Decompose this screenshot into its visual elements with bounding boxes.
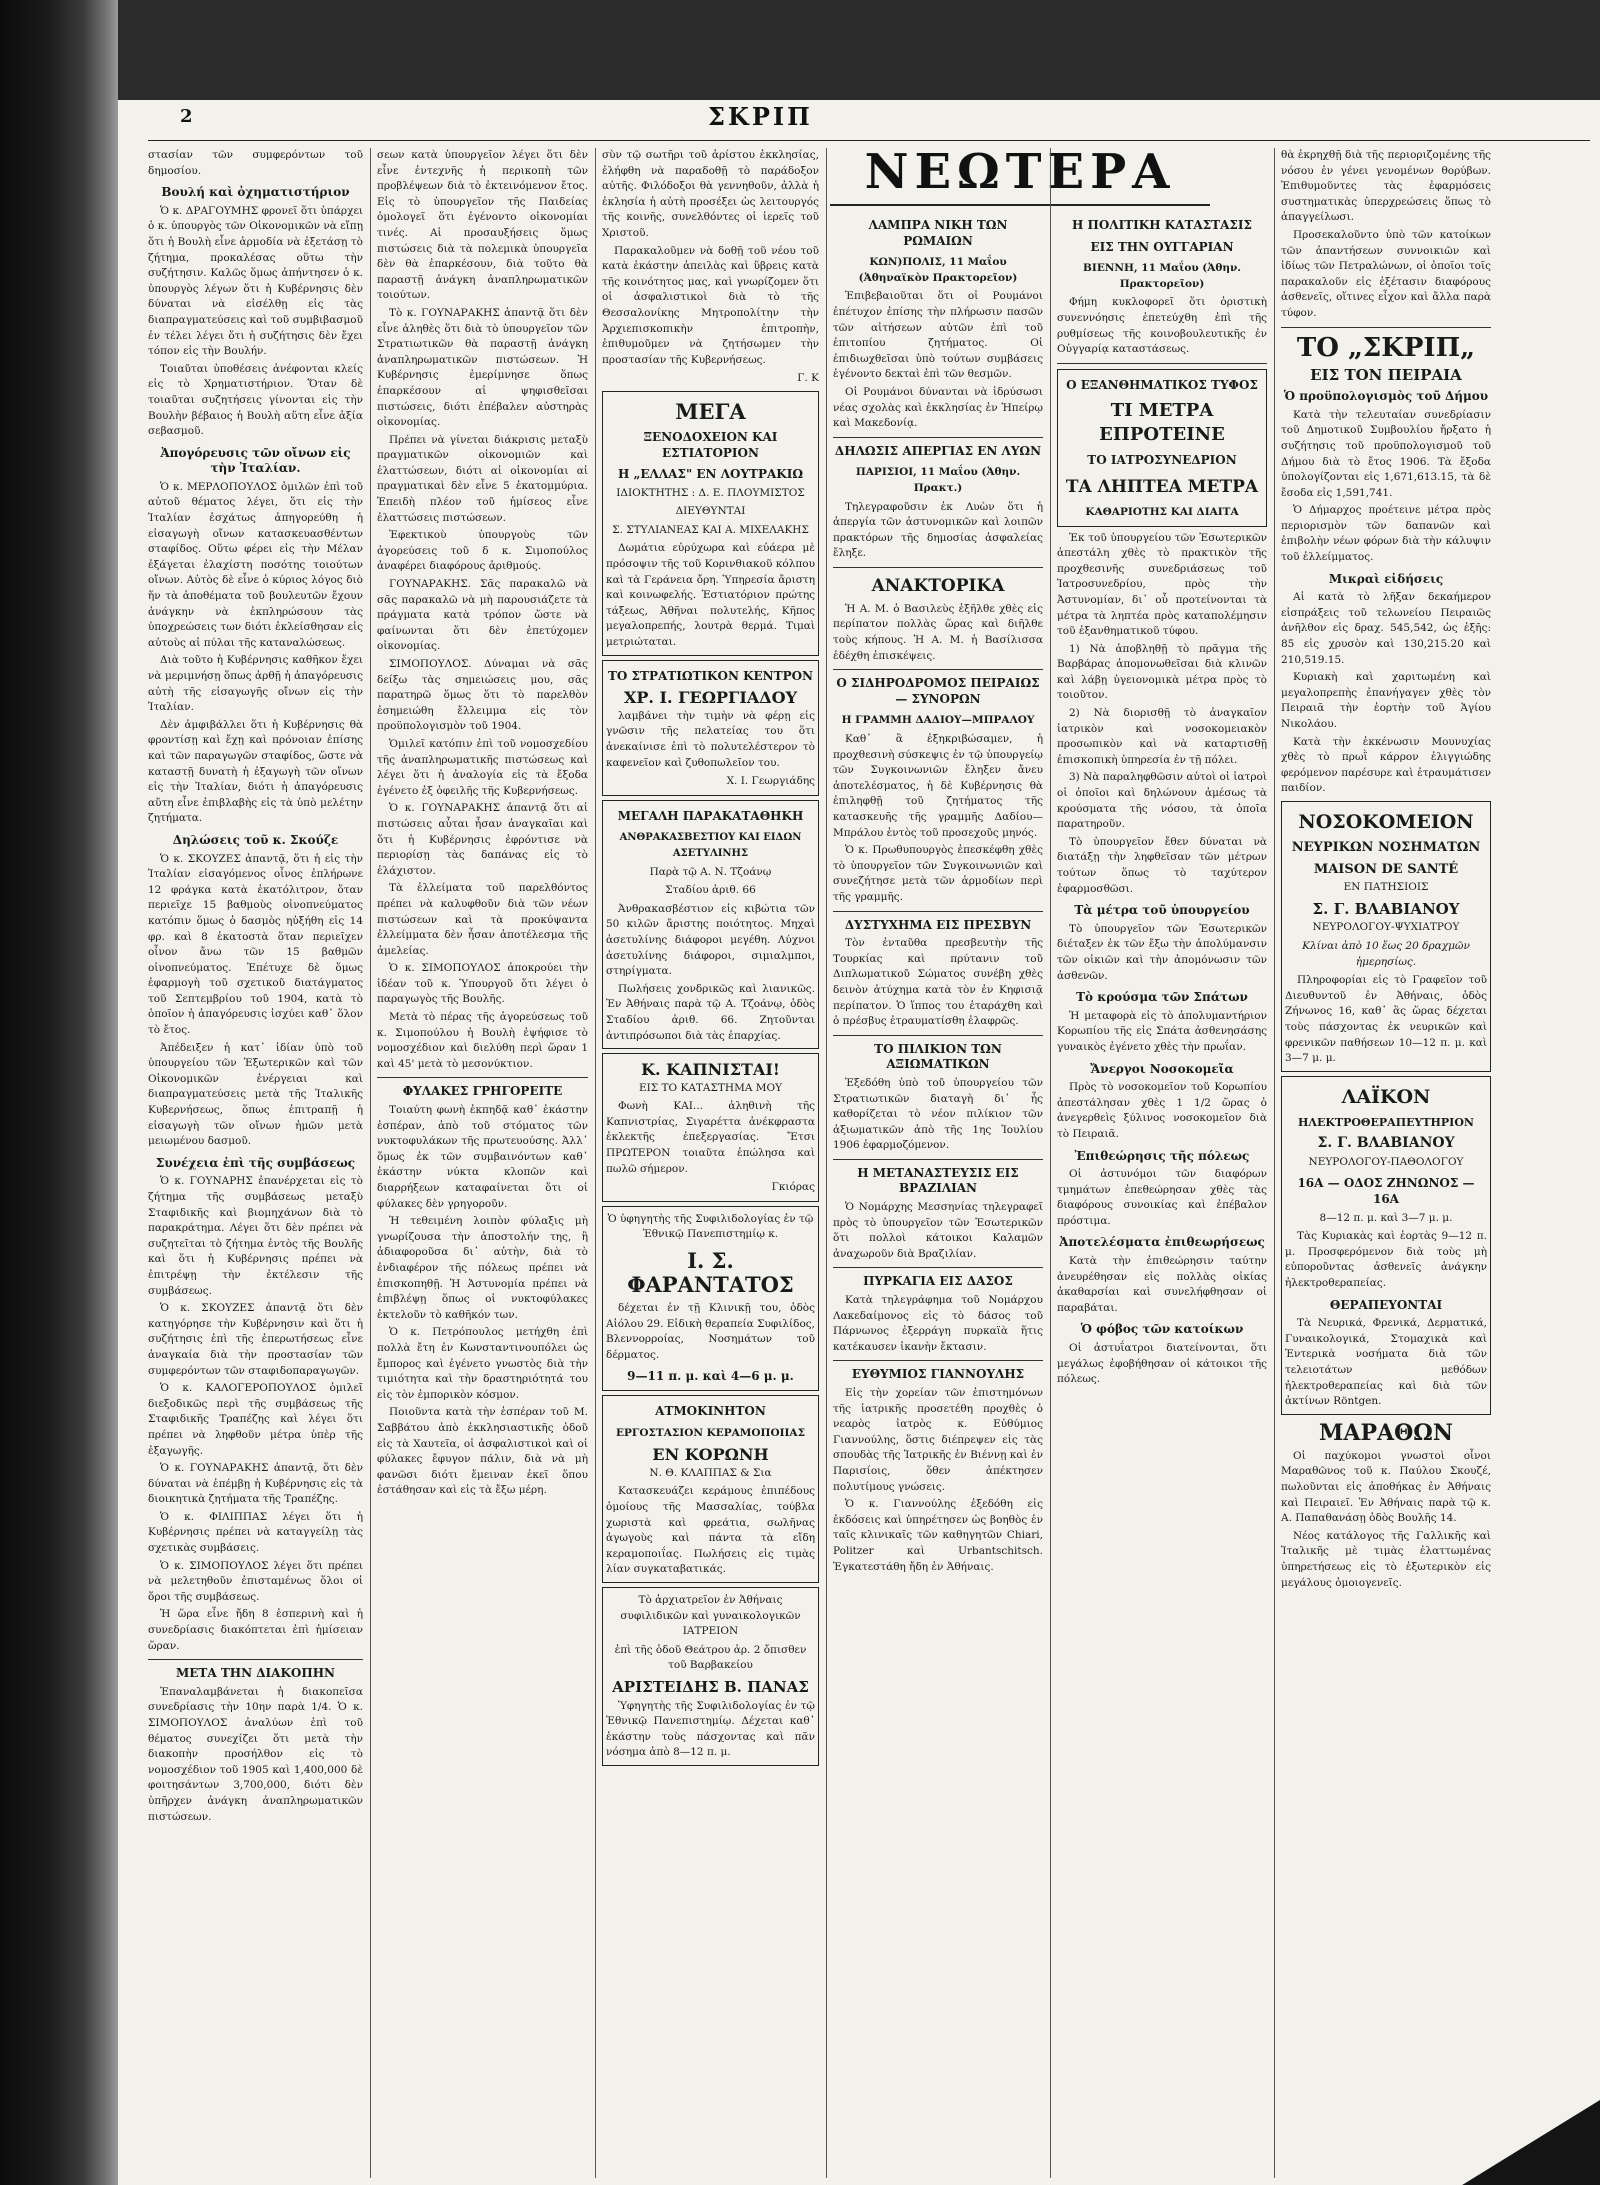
- article-text: Τὸ κ. ΓΟΥΝΑΡΑΚΗΣ ἀπαντᾷ ὅτι δὲν εἶνε ἀληθὲς ὅτι διὰ τὸ ὑπουργεῖον τῶν Στρατιωτικῶν θὰ παραστῇ ἀνάγκη ἀναπληρωματικῶν πιστώσεων. Ἡ Κυβέρνησις ἐμερίμνησε ὅπως ἐπαρκέσουν αἱ ψηφισθεῖσαι πιστώσεις, διότι ἐπέβαλεν αὐστηρὰς οἰκονομίας.: [377, 306, 588, 429]
- article-text: Κατὰ τηλεγράφημα τοῦ Νομάρχου Λακεδαίμονος εἰς τὸ δάσος τοῦ Πάρνωνος ἐξερράγη πυρκαϊὰ ἥτις κατέκαυσεν ἱκανὴν ἔκτασιν.: [833, 1294, 1043, 1353]
- article-text: Ὁ Νομάρχης Μεσσηνίας τηλεγραφεῖ πρὸς τὸ ὑπουργεῖον τῶν Ἐσωτερικῶν ὅτι πολλοὶ κάτοικοι Καλαμῶν ἀναχωροῦν διὰ Βραζιλίαν.: [833, 1201, 1043, 1260]
- article-text: ΓΟΥΝΑΡΑΚΗΣ. Σᾶς παρακαλῶ νὰ σᾶς παρακαλῶ νὰ μὴ παρουσιάζετε τὰ πράγματα κατὰ τρόπον ὥστε νὰ φαίνωνται ὅτι δὲν ἐπετύχομεν οἰκονομίας.: [377, 578, 588, 653]
- section-rule: [833, 437, 1043, 438]
- article-text: Τηλεγραφοῦσιν ἐκ Λυὼν ὅτι ἡ ἀπεργία τῶν ἀστυνομικῶν καὶ λοιπῶν πρακτόρων τῆς δημοσίας ἀσφαλείας ἔληξε.: [833, 500, 1043, 560]
- section-heading: ΔΗΛΩΣΙΣ ΑΠΕΡΓΙΑΣ ΕΝ ΛΥΩΝ: [834, 443, 1042, 458]
- ad-subtitle: ΗΛΕΚΤΡΟΘΕΡΑΠΕΥΤΗΡΙΟΝ: [1298, 1115, 1474, 1129]
- article-text: Ὁ κ. ΦΙΛΙΠΠΑΣ λέγει ὅτι ἡ Κυβέρνησις πρέπει νὰ καταγγείλῃ τὰς σχετικὰς συμβάσεις.: [148, 1510, 363, 1555]
- ad-title: ΜΕΓΑΛΗ ΠΑΡΑΚΑΤΑΘΗΚΗ: [617, 808, 804, 823]
- article-text: Ἐπιβεβαιοῦται ὅτι οἱ Ρουμάνοι ἐπέτυχον ἐπίσης τὴν πλήρωσιν πασῶν τῶν αἰτήσεων αὐτῶν ἐπὶ τοῦ ἐπιτοπίου ζητήματος. Οἱ ἐπιδιωχθεῖσαι ὑπὸ τούτων συμβάσεις ἐγένοντο δεκταὶ ἐπὶ τῶν θεσμῶν.: [833, 290, 1043, 381]
- signature: Χ. Ι. Γεωργιάδης: [726, 775, 815, 788]
- ad-address: Παρὰ τῷ Α. Ν. Τζοάνῳ: [649, 865, 772, 878]
- section-subheading: Ὁ προϋπολογισμὸς τοῦ Δήμου: [1283, 389, 1489, 404]
- ad-title: Τὸ ἀρχιατρεῖον ἐν Ἀθήναις συφιλιδικῶν καὶ γυναικολογικῶν ΙΑΤΡΕΙΟΝ: [620, 1593, 801, 1638]
- ad-hours: 8—12 π. μ. καὶ 3—7 μ. μ.: [1319, 1211, 1453, 1224]
- article-text: Κατὰ τὴν ἐπιθεώρησιν ταύτην ἀνευρέθησαν εἰς πολλὰς οἰκίας ἀκαθαρσίαι καὶ συνελήφθησαν οἱ παραβάται.: [1057, 1255, 1267, 1314]
- article-text: Ὁ κ. Πετρόπουλος μετήχθη ἐπὶ πολλὰ ἔτη ἐν Κωνσταντινουπόλει ὡς ἔμπορος καὶ ἐγένετο γνωστὸς διὰ τὴν τιμιότητα καὶ τὴν δραστηριότητά του εἰς τὸν ἐμπορικὸν κόσμον.: [377, 1326, 588, 1401]
- ad-title: ΤΟ ΣΤΡΑΤΙΩΤΙΚΟΝ ΚΕΝΤΡΟΝ: [607, 668, 814, 683]
- article-text: στασίαν τῶν συμφερόντων τοῦ δημοσίου.: [148, 149, 363, 177]
- article-text: Ὁ κ. ΣΙΜΟΠΟΥΛΟΣ λέγει ὅτι πρέπει νὰ μελετηθοῦν ἐπισταμένως ὅλοι οἱ ὅροι τῆς συμβάσεως.: [148, 1559, 363, 1603]
- article-text: ΣΙΜΟΠΟΥΛΟΣ. Δύναμαι νὰ σᾶς δείξω τὰς σημειώσεις μου, σᾶς παρατηρῶ ὅμως ὅτι τὸ παρελθὸν ἐσημειώθη ἔλλειμμα εἰς τὸν προϋπολογισμὸν τοῦ 1904.: [377, 658, 588, 733]
- section-heading: ΕΙΣ ΤΟΝ ΠΕΙΡΑΙΑ: [1310, 365, 1462, 384]
- ad-smokers: [602, 1053, 819, 1202]
- section-rule: [1281, 327, 1491, 328]
- ad-subtitle: ΝΕΥΡΙΚΩΝ ΝΟΣΗΜΑΤΩΝ: [1291, 839, 1481, 855]
- column-divider: [826, 148, 827, 2178]
- ad-name: Ι. Σ. ΦΑΡΑΝΤΑΤΟΣ: [627, 1248, 794, 1298]
- banner-headline: ΝΕΩΤΕΡΑ: [864, 144, 1176, 200]
- ad-subtitle: ΕΝ ΚΟΡΩΝΗ: [652, 1445, 769, 1465]
- dateline: ΒΙΕΝΝΗ, 11 Μαΐου (Ἀθην. Πρακτορεῖον): [1083, 262, 1241, 290]
- ad-address: Σταδίου ἀριθ. 66: [665, 884, 756, 897]
- ad-hotel: [602, 391, 819, 656]
- ad-owner: ΙΔΙΟΚΤΗΤΗΣ : Δ. Ε. ΠΛΟΥΜΙΣΤΟΣ: [616, 486, 805, 499]
- ad-text: Ὑφηγητὴς τῆς Συφιλιδολογίας ἐν τῷ Ἐθνικῷ Πανεπιστημίῳ. Δέχεται καθ᾽ ἑκάστην τοὺς πάσχοντας καὶ πᾶν νόσημα ἀπὸ 8—12 π. μ.: [606, 1699, 815, 1759]
- column-divider: [1050, 148, 1051, 2178]
- section-heading: Τὸ κρούσμα τῶν Σπάτων: [1076, 990, 1248, 1005]
- article-text: Τὸ ὑπουργεῖον ἔθεν δύναται νὰ διατάξῃ τὴν ληφθεῖσαν τῶν μέτρων τούτων ὅπως τὸ ταχύτερον ἐφαρμοσθῶσι.: [1057, 835, 1267, 895]
- section-heading: ΤΟ ΠΙΛΙΚΙΟΝ ΤΩΝ ΑΞΙΩΜΑΤΙΚΩΝ: [874, 1041, 1002, 1072]
- ad-subtitle: ΕΙΣ ΤΟ ΚΑΤΑΣΤΗΜΑ ΜΟΥ: [638, 1081, 783, 1094]
- article-text: Ἐπαναλαμβάνεται ἡ διακοπεῖσα συνεδρίασις τὴν 10ην παρὰ 1/4. Ὁ κ. ΣΙΜΟΠΟΥΛΟΣ ἀναλύων ἐπὶ τοῦ θέματος συνεχίζει ὅτι μετὰ τὴν διακοπὴν προσήλθον εἰς τὸ νομοσχέδιον τοῦ 1905 καὶ 1,400,000 δὲ φοιτησάντων 3,700,000, διότι δὲν ὑπῆρχεν ἀνάγκη ἀναπληρωματικῶν πιστώσεων.: [148, 1685, 363, 1823]
- ad-text: Τὰς Κυριακὰς καὶ ἑορτὰς 9—12 π. μ. Προσφερόμενον διὰ τοὺς μὴ εὐποροῦντας ἀσθενεῖς ἀνάγκην ἠλεκτροθεραπείας.: [1285, 1230, 1487, 1290]
- ad-text: λαμβάνει τὴν τιμὴν νὰ φέρῃ εἰς γνῶσιν τῆς πελατείας του ὅτι ἀνεκαίνισε ἐπὶ τὸ πολυτελέστερον τὸ καφενεῖον καὶ ζυθοπωλεῖον του.: [606, 709, 815, 769]
- article-text: Οἱ ἀστυΐατροι διατείνονται, ὅτι μεγάλως ἐφοβήθησαν οἱ κάτοικοι τῆς πόλεως.: [1057, 1342, 1267, 1386]
- article-text: Ἐξεδόθη ὑπὸ τοῦ ὑπουργείου τῶν Στρατιωτικῶν διαταγὴ δι᾽ ἧς καθορίζεται τὸ νέον πιλίκιον τῶν ἀξιωματικῶν ἀπὸ τῆς 1ης Ἰουλίου 1906 ἐφαρμοζόμενον.: [833, 1076, 1043, 1152]
- article-text: Ὁ κ. ΓΟΥΝΑΡΗΣ ἐπανέρχεται εἰς τὸ ζήτημα τῆς συμβάσεως μεταξὺ Σταφιδικῆς καὶ βιομηχάνων διὰ τὸ παρακράτημα. Λέγει ὅτι δὲν πρέπει νὰ συζητεῖται τὸ ζήτημα ἐντὸς τῆς Βουλῆς καὶ ὅτι ἡ Κυβέρνησις πρέπει νὰ ἐπιτρέψῃ τὴν ἐκτέλεσιν τῆς συμβάσεως.: [148, 1175, 363, 1297]
- article-text: Καθ᾽ ἃ ἐξηκριβώσαμεν, ἡ προχθεσινὴ σύσκεψις ἐν τῷ ὑπουργείῳ τῶν Συγκοινωνιῶν ἔληξεν ἄνευ ἀποτελέσματος, ἡ δὲ Κυβέρνησις θὰ ἐπιληφθῇ τοῦ ζητήματος τῆς κατασκευῆς τῆς γραμμῆς Δαδίου—Μπράλου ἐντὸς τοῦ προσεχοῦς μηνός.: [833, 733, 1043, 839]
- section-heading: ΤΑ ΛΗΠΤΕΑ ΜΕΤΡΑ: [1065, 476, 1259, 497]
- article-text: Ἡ ὥρα εἶνε ἤδη 8 ἑσπερινὴ καὶ ἡ συνεδρίασις διακόπτεται ἐπὶ ἡμίσειαν ὥραν.: [148, 1608, 363, 1652]
- article-text: 2) Νὰ διορισθῇ τὸ ἀναγκαῖον ἰατρικὸν καὶ νοσοκομειακὸν προσωπικὸν καὶ νὰ καταρτισθῇ ἐπισκοπικὴ ὑπηρεσία ἐν τῇ πόλει.: [1057, 707, 1267, 766]
- ad-label: ΔΙΕΥΘΥΝΤΑΙ: [675, 505, 746, 518]
- article-text: Τὸν ἐνταῦθα πρεσβευτὴν τῆς Τουρκίας καὶ πρύτανιν τοῦ Διπλωματικοῦ Σώματος συνέβη χθὲς δεινὸν ἀτύχημα κατὰ τὸν ἐν Κηφισιᾷ περίπατον. Ὁ ἵππος του ἐταράχθη καὶ ὁ πρέσβυς ἐτραυματίσθη ἐλαφρῶς.: [833, 937, 1043, 1028]
- article-text: Φήμη κυκλοφορεῖ ὅτι ὁριστικὴ συνεννόησις ἐπετεύχθη ἐπὶ τῆς ρυθμίσεως τῆς κοινοβουλευτικῆς ἐν Οὐγγαρίᾳ καταστάσεως.: [1057, 296, 1267, 356]
- page-binding-shadow: [0, 0, 118, 2185]
- ad-text: Κατασκευάζει κεράμους ἐπιπέδους ὁμοίους τῆς Μασσαλίας, τούβλα χωριστὰ καὶ φρεάτια, σωλῆνας ἀγωγοὺς καὶ πάντα τὰ εἴδη κεραμοποιΐας. Πωλήσεις εἰς τιμὰς λίαν συγκαταβατικάς.: [606, 1485, 815, 1576]
- section-heading: ΕΥΘΥΜΙΟΣ ΓΙΑΝΝΟΥΛΗΣ: [851, 1367, 1025, 1382]
- section-heading: Τὰ μέτρα τοῦ ὑπουργείου: [1074, 903, 1250, 918]
- article-text: Ἀπέδειξεν ἡ κατ᾽ ἰδίαν ὑπὸ τοῦ ὑπουργείου τῶν Ἐξωτερικῶν καὶ τῶν Οἰκονομικῶν ἐνέργειαι καὶ διαπραγματεύσεις μετὰ τῆς Ἰταλικῆς Κυβερνήσεως, ὅπως ἐπιτραπῇ ἡ εἰσαγωγὴ τῶν οἴνων ἡμῶν μετὰ μειωμένου δασμοῦ.: [148, 1041, 363, 1148]
- article-text: Δὲν ἀμφιβάλλει ὅτι ἡ Κυβέρνησις θὰ φροντίσῃ καὶ ἔχῃ καὶ πρόνοιαν ἐπίσης καὶ τῶν παραγωγῶν σταφίδος, ὥστε νὰ καταστῇ δυνατὴ ἡ ἐξαγωγὴ τῶν οἴνων εἰς τὴν Ἰταλίαν, διότι ἡ ἀπαγόρευσις αὕτη εἶνε ἐπιβλαβὴς εἰς τὰ ὑπὸ μελέτην ζητήματα.: [148, 718, 363, 825]
- section-heading: ΤΟ ΙΑΤΡΟΣΥΝΕΔΡΙΟΝ: [1087, 453, 1237, 468]
- article-text: Εἰς τὴν χορείαν τῶν ἐπιστημόνων τῆς ἰατρικῆς προσετέθη προχθὲς ὁ νεαρὸς ἰατρὸς κ. Εὐθύμιος Γιαννούλης, ὅστις διέπρεψεν εἰς τὰς σπουδὰς τῆς Ἰατρικῆς ἐν Βιέννῃ καὶ ἐν Παρισίοις, ὅθεν ἀπέκτησεν πολυτίμους γνώσεις.: [833, 1387, 1043, 1493]
- section-heading: Συνέχεια ἐπὶ τῆς συμβάσεως: [155, 1155, 356, 1170]
- section-heading: ΤΙ ΜΕΤΡΑ ΕΠΡΟΤΕΙΝΕ: [1099, 400, 1225, 446]
- article-text: 3) Νὰ παραληφθῶσιν αὐτοὶ οἱ ἰατροὶ οἱ ὁποῖοι καὶ δηλώνουν ἀμέσως τὰ κρούσματα τῆς νόσου, τὰ ὁποῖα παρατηροῦν.: [1057, 771, 1267, 831]
- typhus-header-box: [1057, 369, 1267, 527]
- article-text: σὺν τῷ σωτῆρι τοῦ ἀρίστου ἐκκλησίας, ἐλήφθη νὰ παραδοθῇ τὸ παράδοξον αὐτῆς. Φιλόδοξοι θὰ γεννηθοῦν, ἀλλὰ ἡ ἐκλησία ἡ αὐτὴ προσέξει ὡς λειτουργός τῆς κοινῆς, συνελθόντες οἱ ἱερεῖς τοῦ Χριστοῦ.: [602, 149, 819, 239]
- ad-name: ΑΡΙΣΤΕΙΔΗΣ Β. ΠΑΝΑΣ: [612, 1677, 809, 1696]
- ad-name: Σ. Γ. ΒΛΑΒΙΑΝΟΥ: [1317, 1135, 1455, 1152]
- ad-text: Κλίναι ἀπὸ 10 ἕως 20 δραχμῶν ἡμερησίως.: [1302, 939, 1470, 968]
- section-rule: [833, 911, 1043, 912]
- article-text: Οἱ ἀστυνόμοι τῶν διαφόρων τμημάτων ἐπεθεώρησαν χθὲς τὰς διαφόρους συνοικίας καὶ ἐπέβαλον πρόστιμα.: [1057, 1168, 1267, 1227]
- signature: Γκιόρας: [771, 1181, 815, 1194]
- article-text: Ἡ Α. Μ. ὁ Βασιλεὺς ἐξῆλθε χθὲς εἰς περίπατον πολλὰς ὥρας καὶ διῆλθε τοὺς κήπους. Ἡ Α. Μ. ἡ Βασίλισσα ἐδέχθη ἐπισκέψεις.: [833, 602, 1043, 662]
- ad-text: Φωνὴ ΚΑΙ... ἀληθινὴ τῆς Καπνιστρίας, Σιγαρέττα ἀνέκφραστα ἐκλεκτῆς ἐπεξεργασίας. Ἔτσι ΠΡΩΤΕΡΟΝ τοιαῦτα ἐπώλησα καὶ πωλῶ σήμερον.: [606, 1100, 815, 1175]
- section-heading: ΤΟ „ΣΚΡΙΠ„: [1296, 332, 1476, 363]
- section-subheading: Η ΓΡΑΜΜΗ ΔΑΔΙΟΥ—ΜΠΡΑΛΟΥ: [841, 714, 1035, 727]
- ad-subtitle: MAISON DE SANTÉ: [1313, 861, 1459, 877]
- section-heading: ΕΙΣ ΤΗΝ ΟΥΓΓΑΡΙΑΝ: [1090, 239, 1234, 254]
- ad-address: 16Α — ΟΔΟΣ ΖΗΝΩΝΟΣ — 16Α: [1297, 1176, 1475, 1207]
- article-text: Κατὰ τὴν ἐκκένωσιν Μουνυχίας χθὲς τὸ πρωῒ κάρρον ἐλιγγιώδης φερόμενον παρέσυρε καὶ ἐτραυμάτισεν παιδίον.: [1281, 735, 1491, 795]
- section-subheading: ΚΑΘΑΡΙΟΤΗΣ ΚΑΙ ΔΙΑΙΤΑ: [1085, 505, 1239, 518]
- column-1: [148, 148, 363, 2178]
- article-text: Αἱ κατὰ τὸ λῆξαν δεκαήμερον εἰσπράξεις τοῦ τελωνείου Πειραιῶς ἀνῆλθον εἰς δραχ. 545,542, ὡς ἑξῆς: 85 εἰς χρυσὸν καὶ 130,215.20 καὶ 210,519.15.: [1281, 591, 1491, 666]
- article-text: Προσεκαλοῦντο ὑπὸ τῶν κατοίκων τῶν ἀπαντήσεων συννοικιῶν καὶ ἰδίως τῶν Πετραλώνων, οἱ ὁποῖοι τοῖς παρακαλοῦν εἰς ἐξέτασιν διαφόρους ἀσθενεῖς, οἵτινες εἶχον καὶ ἄλλα παρὰ τύφον.: [1281, 228, 1491, 319]
- section-rule: [1057, 363, 1267, 364]
- dateline: ΠΑΡΙΣΙΟΙ, 11 Μαΐου (Ἀθην. Πρακτ.): [855, 466, 1021, 494]
- ad-text: Τὰ Νευρικά, Φρενικά, Δερματικά, Γυναικολογικά, Στομαχικὰ καὶ Ἐντερικὰ νοσήματα διὰ τῶν τελειοτάτων μεθόδων ἠλεκτροθεραπείας καὶ διὰ τῶν ἀκτίνων Röntgen.: [1285, 1317, 1487, 1408]
- section-rule: [833, 1267, 1043, 1268]
- dateline: ΚΩΝ)ΠΟΛΙΣ, 11 Μαΐου (Ἀθηναϊκὸν Πρακτορεῖον): [858, 256, 1018, 284]
- ad-specialty: ΝΕΥΡΟΛΟΓΟΥ-ΨΥΧΙΑΤΡΟΥ: [1312, 921, 1460, 934]
- section-rule: [833, 669, 1043, 670]
- article-text: 1) Νὰ ἀποβληθῇ τὸ πρᾶγμα τῆς Βαρβάρας ἀπομονωθεῖσαι διὰ κλινῶν καὶ λάβῃ ὑγειονομικὰ μέτρα πρὸς τὸ τοιοῦτον.: [1057, 642, 1267, 702]
- ad-title: ΛΑΪΚΟΝ: [1341, 1085, 1431, 1108]
- ad-clinic: [602, 1587, 819, 1766]
- article-text: Πρέπει νὰ γίνεται διάκρισις μεταξὺ πραγματικῶν οἰκονομιῶν καὶ ἐλαττώσεων, διότι αἱ οἰκονομίαι αἱ πραγματικαὶ δὲν εἶνε 5 ἑκατομμύρια. Ἐπειδὴ πλέον τοῦ ἡμίσεος εἶνε ἐλαττώσεις πιστώσεων.: [377, 433, 588, 524]
- section-heading: Βουλή καὶ ὀχηματιστήριον: [161, 185, 350, 200]
- section-heading: Η ΠΟΛΙΤΙΚΗ ΚΑΤΑΣΤΑΣΙΣ: [1072, 218, 1252, 232]
- article-text: Οἱ παχύκομοι γνωστοὶ οἶνοι Μαραθῶνος τοῦ κ. Παύλου Σκουζέ, πωλοῦνται εἰς ἀποθήκας ἐν Ἀθήναις καὶ Πειραιεῖ. Ἐν Ἀθήναις παρὰ τῷ κ. Α. Παπαθανάσῃ ὁδὸς Βουλῆς 14.: [1281, 1449, 1491, 1525]
- article-text: Ποιοῦντα κατὰ τὴν ἑσπέραν τοῦ Μ. Σαββάτου ἀπὸ ἐκκλησιαστικῆς ὁδοῦ εἰς τὰ Χαυτεῖα, οἱ ἀσφαλιστικοὶ καὶ οἱ φύλακες ἔφυγον πάλιν, διὰ νὰ μὴ φανῶσι διότι ἔμειναν ἐκεῖ ὅπου ἐστάθησαν καὶ εἰς τὰ ἔξω μέρη.: [377, 1406, 588, 1497]
- banner-rule: [830, 204, 1210, 206]
- ad-hours: 9—11 π. μ. καὶ 4—6 μ. μ.: [627, 1369, 794, 1384]
- article-text: Τοιαύτη φωνὴ ἐκπηδᾷ καθ᾽ ἑκάστην ἑσπέραν, ἀπὸ τοῦ στόματος τῶν νυκτοφυλάκων τῆς πρωτευούσης. Ἀλλ᾽ ὅμως ἐκ τῶν συμβαινόντων καθ᾽ ἑκάστην νύκτα κλοπῶν καὶ διαρρήξεων καταφαίνεται ὅτι οἱ φύλακες δὲν γρηγοροῦν.: [377, 1104, 588, 1210]
- article-text: Κυριακὴ καὶ χαριτωμένη καὶ μεγαλοπρεπὴς ἐπανήγαγεν χθὲς τὸν Πειραιᾶ τὴν ἑορτὴν τοῦ Ἁγίου Νικολάου.: [1281, 671, 1491, 730]
- column-divider: [370, 148, 371, 2178]
- ad-text: Ἀνθρακασβέστιον εἰς κιβώτια τῶν 50 κιλῶν ἄριστης ποιότητος. Μηχαὶ ἀσετυλίνης διάφοροι μεγέθη. Λύχνοι ἀσετυλίνης διάφοροι, σιμιαλμποι, στηρίγματα.: [606, 902, 815, 978]
- masthead: ΣΚΡΙΠ: [708, 102, 813, 131]
- column-divider: [595, 148, 596, 2178]
- section-heading: ΜΑΡΑΘΩΝ: [1319, 1419, 1453, 1446]
- newspaper-page: [118, 100, 1600, 2185]
- ad-carbide: [602, 800, 819, 1049]
- article-text: Ὁ κ. ΣΙΜΟΠΟΥΛΟΣ ἀποκρούει τὴν ἰδέαν τοῦ κ. Ὑπουργοῦ ὅτι λέγει ὁ παραγωγὸς τῆς Βουλῆς.: [377, 962, 588, 1006]
- section-heading: Ἄνεργοι Νοσοκομεῖα: [1090, 1061, 1234, 1076]
- article-text: Παρακαλοῦμεν νὰ δοθῇ τοῦ νέου τοῦ κατὰ ἑκάστην ἀπειλὰς καὶ ὕβρεις κατὰ τῆς κοινότητος μας, καὶ γνωρίζομεν ὅτι οἱ ἀσφαλιστικοὶ διὰ τὸ τῆς Θεσσαλονίκης Μητροπολίτην τὴν Ἀρχιεπισκοπικὴν ἐπιτροπὴν, ἐπιθυμοῦμεν νὰ ζητήσωμεν τὴν προστασίαν τῆς Κυβερνήσεως.: [602, 244, 819, 366]
- ad-subtitle: ΘΕΡΑΠΕΥΟΝΤΑΙ: [1329, 1297, 1443, 1312]
- ad-title: ΝΟΣΟΚΟΜΕΙΟΝ: [1298, 810, 1474, 833]
- ad-name: Σ. Γ. ΒΛΑΒΙΑΝΟΥ: [1312, 899, 1460, 918]
- article-text: Τοιαῦται ὑποθέσεις ἀνέφονται κλείς εἰς τὸ Χρηματιστήριον. Ὅταν δὲ τοιαῦται συζητήσεις γίνονται εἰς τὴν Βουλὴν βέβαιος ἡ Βουλὴ αὕτη εἶνε ἀξία σεβασμοῦ.: [148, 362, 363, 438]
- ad-title: ΑΤΜΟΚΙΝΗΤΟΝ: [655, 1404, 766, 1418]
- ad-hospital: [1281, 801, 1491, 1072]
- ad-directors: Σ. ΣΤΥΛΙΑΝΕΑΣ ΚΑΙ Α. ΜΙΧΕΛΑΚΗΣ: [612, 523, 809, 536]
- section-rule: [833, 1035, 1043, 1036]
- section-rule: [833, 567, 1043, 568]
- ad-text: Πληροφορίαι εἰς τὸ Γραφεῖον τοῦ Διευθυντοῦ ἐν Ἀθήναις, ὁδὸς Ζήνωνος 16, καθ᾽ ἃς ὥρας δέχεται τοὺς πάσχοντας ἐκ νευρικῶν καὶ φρενικῶν παθήσεων 10—12 π. μ. καὶ 3—7 μ. μ.: [1285, 974, 1487, 1065]
- ad-cafe: [602, 660, 819, 796]
- article-text: Ὁ κ. ΜΕΡΛΟΠΟΥΛΟΣ ὁμιλῶν ἐπὶ τοῦ αὐτοῦ θέματος λέγει, ὅτι εἰς τὴν Ἰταλίαν ἐσχάτως ἀπηγορεύθη ἡ εἰσαγωγὴ οἴνων κατασκευασθέντων σταφίδος. Οὕτω φέρει εἰς τὴν Μέλαν ἐξάγεται ἐλαχίστη ποσότης τοιούτων οἴνων. Αὐτὸς δὲ εἶνε ὁ κύριος λόγος διὸ ἥν τὰ ἀποθέματα τοῦ βουλευτῶν ἔχουν ἀνάγκην νὰ ἐκπληρώσουν τὰς ὑποχρεώσεις των διότι ἐκλείσθησαν εἰς αὐτοὺς αἱ πύλαι τῆς καταναλώσεως.: [148, 480, 363, 649]
- article-text: Ὁ κ. Πρωθυπουργὸς ἐπεσκέφθη χθὲς τὸ ὑπουργεῖον τῶν Συγκοινωνιῶν καὶ συνεζήτησε μετὰ τῶν ἁρμοδίων περὶ τῆς γραμμῆς.: [833, 844, 1043, 903]
- ad-text: δέχεται ἐν τῇ Κλινικῇ του, ὁδὸς Αἰόλου 29. Εἰδικὴ θεραπεία Συφιλίδος, Βλεννορροίας, Νοσημάτων τοῦ δέρματος.: [606, 1302, 815, 1361]
- section-rule: [833, 1159, 1043, 1160]
- ad-specialty: ΝΕΥΡΟΛΟΓΟΥ-ΠΑΘΟΛΟΓΟΥ: [1308, 1155, 1464, 1168]
- section-heading: Μικραὶ εἰδήσεις: [1328, 571, 1444, 586]
- article-text: Ὁ κ. ΣΚΟΥΖΕΣ ἀπαντᾷ ὅτι δὲν κατηγόρησε τὴν Κυβέρνησιν καὶ ὅτι ἡ συζήτησις ἐπὶ τῆς ἐπερωτήσεως εἶνε ἀναγκαία διὰ τὴν προστασίαν τῶν συμφερόντων τῶν σταφιδοπαραγωγῶν.: [148, 1302, 363, 1377]
- ad-factory: [602, 1395, 819, 1583]
- section-heading: Δηλώσεις τοῦ κ. Σκούζε: [172, 832, 339, 847]
- article-text: Ἐφεκτικοὺ ὑπουργοὺς τῶν ἀγορεύσεις τοῦ δ κ. Σιμοπούλος ἀναφέρει διαφόρους ἀριθμούς.: [377, 529, 588, 573]
- section-heading: Ο ΣΙΔΗΡΟΔΡΟΜΟΣ ΠΕΙΡΑΙΩΣ — ΣΥΝΟΡΩΝ: [836, 676, 1040, 706]
- ad-location: ΕΝ ΠΑΤΗΣΙΟΙΣ: [1343, 881, 1429, 894]
- article-text: Νέος κατάλογος τῆς Γαλλικῆς καὶ Ἰταλικῆς μὲ τιμὰς ἐλαττωμένας ὑπηρετήσεως εἰς τὸ ἐξωτερικὸν εἰς μεγάλους ὁμοιογενεῖς.: [1281, 1529, 1491, 1589]
- ad-title: Κ. ΚΑΠΝΙΣΤΑΙ!: [641, 1060, 780, 1080]
- article-text: Ὁ Δήμαρχος προέτεινε μέτρα πρὸς περιορισμὸν τῶν δαπανῶν καὶ ἐπιβολὴν νέων φόρων διὰ τὴν κάλυψιν τοῦ ἐλλείμματος.: [1281, 504, 1491, 564]
- article-text: Ὁ κ. ΣΚΟΥΖΕΣ ἀπαντᾷ, ὅτι ἡ εἰς τὴν Ἰταλίαν εἰσαγόμενος οἶνος ἐπλήρωνε 12 φράγκα κατὰ ἑκατόλιτρον, ὅταν περιεῖχε 15 βαθμοὺς οἰνοπνεύματος κατόπιν ὅμως ὁ δασμὸς ηὐξήθη εἰς 14 φρ. καὶ 8 ἑκατοστὰ ὅταν περιεῖχεν οἶνον ἄνω τῶν 15 βαθμῶν οἰνοπνεύματος. Ἐπέτυχε δὲ ὅμως ἐφαρμογὴ τοῦ σχετικοῦ διατάγματος τοῦ Σεπτεμβρίου τοῦ 1904, κατὰ τὸ ὁποῖον ἡ ἀπαγόρευσις ἰσχύει καθ᾽ ὅλον τὸ ἔτος.: [148, 852, 363, 1037]
- ad-doctor: [602, 1206, 819, 1391]
- section-heading: ΠΥΡΚΑΓΙΑ ΕΙΣ ΔΑΣΟΣ: [863, 1274, 1013, 1289]
- article-text: θὰ ἐκρηχθῇ διὰ τῆς περιοριζομένης τῆς νόσου ἐν γένει γενομένων θορύβων. Ἐπιθυμοῦντες τὰς ἐφαρμόσεις συστηματικὰς ὑπερχρεώσεις ὅπως τὸ ἀπαγγείλωσι.: [1281, 149, 1491, 224]
- section-heading: Ο ΕΞΑΝΘΗΜΑΤΙΚΟΣ ΤΥΦΟΣ: [1066, 377, 1258, 392]
- ad-owner: Ν. Θ. ΚΛΑΠΠΑΣ & Σια: [649, 1466, 772, 1479]
- section-heading: Η ΜΕΤΑΝΑΣΤΕΥΣΙΣ ΕΙΣ ΒΡΑΖΙΛΙΑΝ: [857, 1165, 1019, 1196]
- section-heading: Ἀπογόρευσις τῶν οἴνων εἰς τὴν Ἰταλίαν.: [160, 445, 351, 476]
- section-heading: ΔΥΣΤΥΧΗΜΑ ΕΙΣ ΠΡΕΣΒΥΝ: [844, 917, 1032, 932]
- article-text: Διὰ τοῦτο ἡ Κυβέρνησις καθῆκον ἔχει νὰ μεριμνήσῃ ὅπως ἀρθῇ ἡ ἀπαγόρευσις αὐτὴ τῆς εἰσαγωγῆς οἴνων εἰς τὴν Ἰταλίαν.: [148, 654, 363, 714]
- page-number: 2: [180, 106, 193, 127]
- article-text: Ὁ κ. ΓΟΥΝΑΡΑΚΗΣ ἀπαντᾷ, ὅτι δὲν δύναται νὰ ἐπέμβῃ ἡ Κυβέρνησις εἰς τὰ διοικητικὰ ζητήματα τῆς Τραπέζης.: [148, 1462, 363, 1506]
- header-rule: [148, 140, 1590, 141]
- article-text: Ἡ μεταφορὰ εἰς τὸ ἀπολυμαντήριον Κορωπίου τῆς εἰς Σπάτα ἀσθενησάσης γυναικὸς ἐγένετο χθὲς τὴν πρωΐαν.: [1057, 1009, 1267, 1053]
- ad-subtitle: ΑΝΘΡΑΚΑΣΒΕΣΤΙΟΥ ΚΑΙ ΕΙΔΩΝ ΑΣΕΤΥΛΙΝΗΣ: [619, 832, 802, 859]
- ad-title: Ὁ ὑφηγητὴς τῆς Συφιλιδολογίας ἐν τῷ Ἐθνικῷ Πανεπιστημίῳ κ.: [607, 1212, 814, 1241]
- article-text: Ὁμιλεῖ κατόπιν ἐπὶ τοῦ νομοσχεδίου τῆς ἀναπληρωματικῆς πιστώσεως καὶ λέγει ὅτι ἡ ἀναλογία εἰς τὰ ἔξοδα ἐγένετο ἐξ ὀφειλῆς τῆς Κυβερνήσεως.: [377, 737, 588, 797]
- ad-title: ΜΕΓΑ: [675, 398, 746, 424]
- article-text: Μετὰ τὸ πέρας τῆς ἀγορεύσεως τοῦ κ. Σιμοπούλου ἡ Βουλὴ ἐψήφισε τὸ νομοσχέδιον καὶ διελύθη περὶ ὥραν 1 καὶ 45' μετὰ τὸ μεσονύκτιον.: [377, 1011, 588, 1070]
- article-text: Τὰ ἐλλείματα τοῦ παρελθόντος πρέπει νὰ καλυφθοῦν διὰ τῶν νέων πιστώσεων καὶ τὰ προκύψαντα ἐλλείμματα δὲν ἦσαν ἀποτέλεσμα τῆς ἀμελείας.: [377, 882, 588, 957]
- article-text: Ὁ κ. ΓΟΥΝΑΡΑΚΗΣ ἀπαντᾷ ὅτι αἱ πιστώσεις αὗται ἦσαν ἀναγκαῖαι καὶ ὅτι ἡ Κυβέρνησις ἐφρόντισε νὰ περιορίσῃ τὰς δαπάνας εἰς τὸ ἐλάχιστον.: [377, 802, 588, 877]
- article-text: σεων κατὰ ὑπουργεῖον λέγει ὅτι δὲν εἶνε ἐντεχνῆς ἡ περικοπὴ τῶν προβλέψεων διὰ τὸ ἐκτεινόμενον ἔτος. Εἰς τὸ ὑπουργεῖον τῆς Παιδείας ὁμολογεῖ ὅτι ἐγένοντο οἰκονομίαι τινές. Αἱ προσαυξήσεις ὅμως πιστώσεις διὰ τὰ πολεμικὰ ὑπουργεῖα δὲν θὰ ἐπαρκέσουν, διὰ τοῦτο θὰ παραστῇ ἀνάγκη ἀναπληρωματικῶν τοιούτων.: [377, 149, 588, 302]
- section-heading: ΑΝΑΚΤΟΡΙΚΑ: [871, 575, 1005, 596]
- column-2: [377, 148, 588, 2178]
- ad-text: Δωμάτια εὐρύχωρα καὶ εὐάερα μὲ πρόσοψιν τῆς τοῦ Κορινθιακοῦ κόλπου καὶ τὰ Γεράνεια ὄρη. Ὑπηρεσία ἄριστη καὶ κοινωφελής. Ἑστιατόριον πρώτης τάξεως, Ἀθῆναι πολυτελής, Κῆπος μεγαλοπρεπής, λουτρὰ θερμά. Τιμαὶ μετριώταται.: [606, 542, 815, 649]
- ad-electrotherapy: [1281, 1076, 1491, 1415]
- section-heading: ΛΑΜΠΡΑ ΝΙΚΗ ΤΩΝ ΡΩΜΑΙΩΝ: [868, 218, 1008, 248]
- ad-subtitle: ΞΕΝΟΔΟΧΕΙΟΝ ΚΑΙ ΕΣΤΙΑΤΟΡΙΟΝ: [643, 429, 778, 460]
- column-6: [1281, 148, 1491, 2178]
- column-3: [602, 148, 819, 2178]
- ad-address: ἐπὶ τῆς ὁδοῦ Θεάτρου ἀρ. 2 ὄπισθεν τοῦ Βαρβακείου: [614, 1643, 807, 1672]
- section-rule: [148, 1659, 363, 1660]
- section-heading: ΜΕΤΑ ΤΗΝ ΔΙΑΚΟΠΗΝ: [175, 1666, 336, 1681]
- article-text: Ὁ κ. ΚΑΛΟΓΕΡΟΠΟΥΛΟΣ ὁμιλεῖ διεξοδικῶς περὶ τῆς συμβάσεως τῆς Σταφιδικῆς Τραπέζης καὶ λέγει ὅτι πρέπει νὰ ληφθοῦν μέτρα ὑπὲρ τῆς ἐξαγωγῆς.: [148, 1382, 363, 1457]
- article-text: Τὸ ὑπουργεῖον τῶν Ἐσωτερικῶν διέταξεν ἐκ τῶν ἔξω τὴν ἀπολύμανσιν τῶν οἰκιῶν καὶ τὴν ἀπομόνωσιν τῶν ἀσθενῶν.: [1057, 922, 1267, 982]
- section-rule: [377, 1077, 588, 1078]
- article-text: Ἐκ τοῦ ὑπουργείου τῶν Ἐσωτερικῶν ἀπεστάλη χθὲς τὸ πρακτικὸν τῆς προχθεσινῆς συνεδριάσεως τοῦ Ἰατροσυνεδρίου, πρὸς τὴν Ἀστυνομίαν, δι᾽ οὗ προτείνονται τὰ μέτρα τὰ ληπτέα πρὸς καταπολέμησιν τοῦ ἐξανθηματικοῦ τύφου.: [1057, 531, 1267, 638]
- article-text: Ἡ τεθειμένη λοιπὸν φύλαξις μὴ γνωρίζουσα τὴν ἀποστολήν της, ἢ ἀδιαφοροῦσα δι᾽ αὐτὴν, διὰ τὸ ἐνδιαφέρον τῆς πόλεως πρέπει νὰ ἐπισκοπηθῇ. Ἡ Ἀστυνομία πρέπει νὰ ἐπιβλέψῃ ὅπως οἱ νυκτοφύλακες ἐκτελοῦν τὸ καθῆκόν των.: [377, 1215, 588, 1321]
- section-rule: [833, 1360, 1043, 1361]
- article-text: Πρὸς τὸ νοσοκομεῖον τοῦ Κορωπίου ἀπεστάλησαν χθὲς 1 1/2 ὥρας ὁ ἀνεγερθεὶς ξύλινος νοσοκομεῖον διὰ τὸ Πειραιᾶ.: [1057, 1081, 1267, 1140]
- article-text: Ὁ κ. Γιαννούλης ἐξεδόθη εἰς ἐκδόσεις καὶ ὑπηρέτησεν ὡς βοηθὸς ἐν ταῖς κλινικαῖς τῶν καθηγητῶν Chiari, Politzer καὶ Urbantschitsch. Ἐγκατεστάθη ἤδη ἐν Ἀθήναις.: [833, 1498, 1043, 1573]
- article-text: Κατὰ τὴν τελευταίαν συνεδρίασιν τοῦ Δημοτικοῦ Συμβουλίου ἤρξατο ἡ συζήτησις τοῦ προϋπολογισμοῦ τοῦ Δήμου διὰ τὸ ἔτος 1906. Τὰ ἔξοδα ὑπολογίζονται εἰς 1,671,613.15, τὰ δὲ ἔσοδα εἰς 1,591,741.: [1281, 408, 1491, 499]
- section-heading: Ἐπιθεώρησις τῆς πόλεως: [1074, 1148, 1250, 1163]
- ad-subtitle: Η „ΕΛΛΑΣ" ΕΝ ΛΟΥΤΡΑΚΙΩ: [617, 467, 804, 482]
- ad-text: Πωλήσεις χονδρικῶς καὶ λιανικῶς. Ἐν Ἀθήναις παρὰ τῷ Α. Τζοάνῳ, ὁδὸς Σταδίου ἀριθ. 66. Ζητοῦνται ἀντιπρόσωποι διὰ τὰς ἐπαρχίας.: [606, 982, 815, 1042]
- ad-subtitle: ΕΡΓΟΣΤΑΣΙΟΝ ΚΕΡΑΜΟΠΟΙΙΑΣ: [615, 1426, 805, 1439]
- section-heading: Ἀποτελέσματα ἐπιθεωρήσεως: [1059, 1235, 1265, 1250]
- section-heading: ΦΥΛΑΚΕΣ ΓΡΗΓΟΡΕΙΤΕ: [402, 1084, 563, 1099]
- section-heading: Ὁ φόβος τῶν κατοίκων: [1080, 1322, 1244, 1337]
- signature: Γ. Κ: [797, 372, 819, 385]
- article-text: Ὁ κ. ΔΡΑΓΟΥΜΗΣ φρονεῖ ὅτι ὑπάρχει ὁ κ. ὑπουργὸς τῶν Οἰκονομικῶν νὰ εἴπῃ ὅτι ἡ Βουλὴ εἶνε ἁρμοδία νὰ ἐξετάσῃ τὸ ζήτημα, προκαλέσας οὕτω τὴν συζήτησιν. Καλῶς ὅμως ἀπήντησεν ὁ κ. ὑπουργὸς λέγων ὅτι ἡ Κυβέρνησις δὲν δύναται νὰ εἰσέλθῃ εἰς τὰς διαπραγματεύσεις καὶ τοῦ συμβιβασμοῦ ἐν τέλει λέγει ὅτι ἡ συζήτησις δὲν ἔχει τόπον εἰς τὴν Βουλήν.: [148, 204, 363, 358]
- column-4: [833, 212, 1043, 2178]
- article-text: Οἱ Ρουμάνοι δύνανται νὰ ἱδρύσωσι νέας σχολὰς καὶ ἐκκλησίας ἐν Ἠπείρῳ καὶ Μακεδονίᾳ.: [833, 385, 1043, 430]
- column-divider: [1274, 148, 1275, 2178]
- column-5: [1057, 212, 1267, 2102]
- ad-name: ΧΡ. Ι. ΓΕΩΡΓΙΑΔΟΥ: [623, 688, 798, 708]
